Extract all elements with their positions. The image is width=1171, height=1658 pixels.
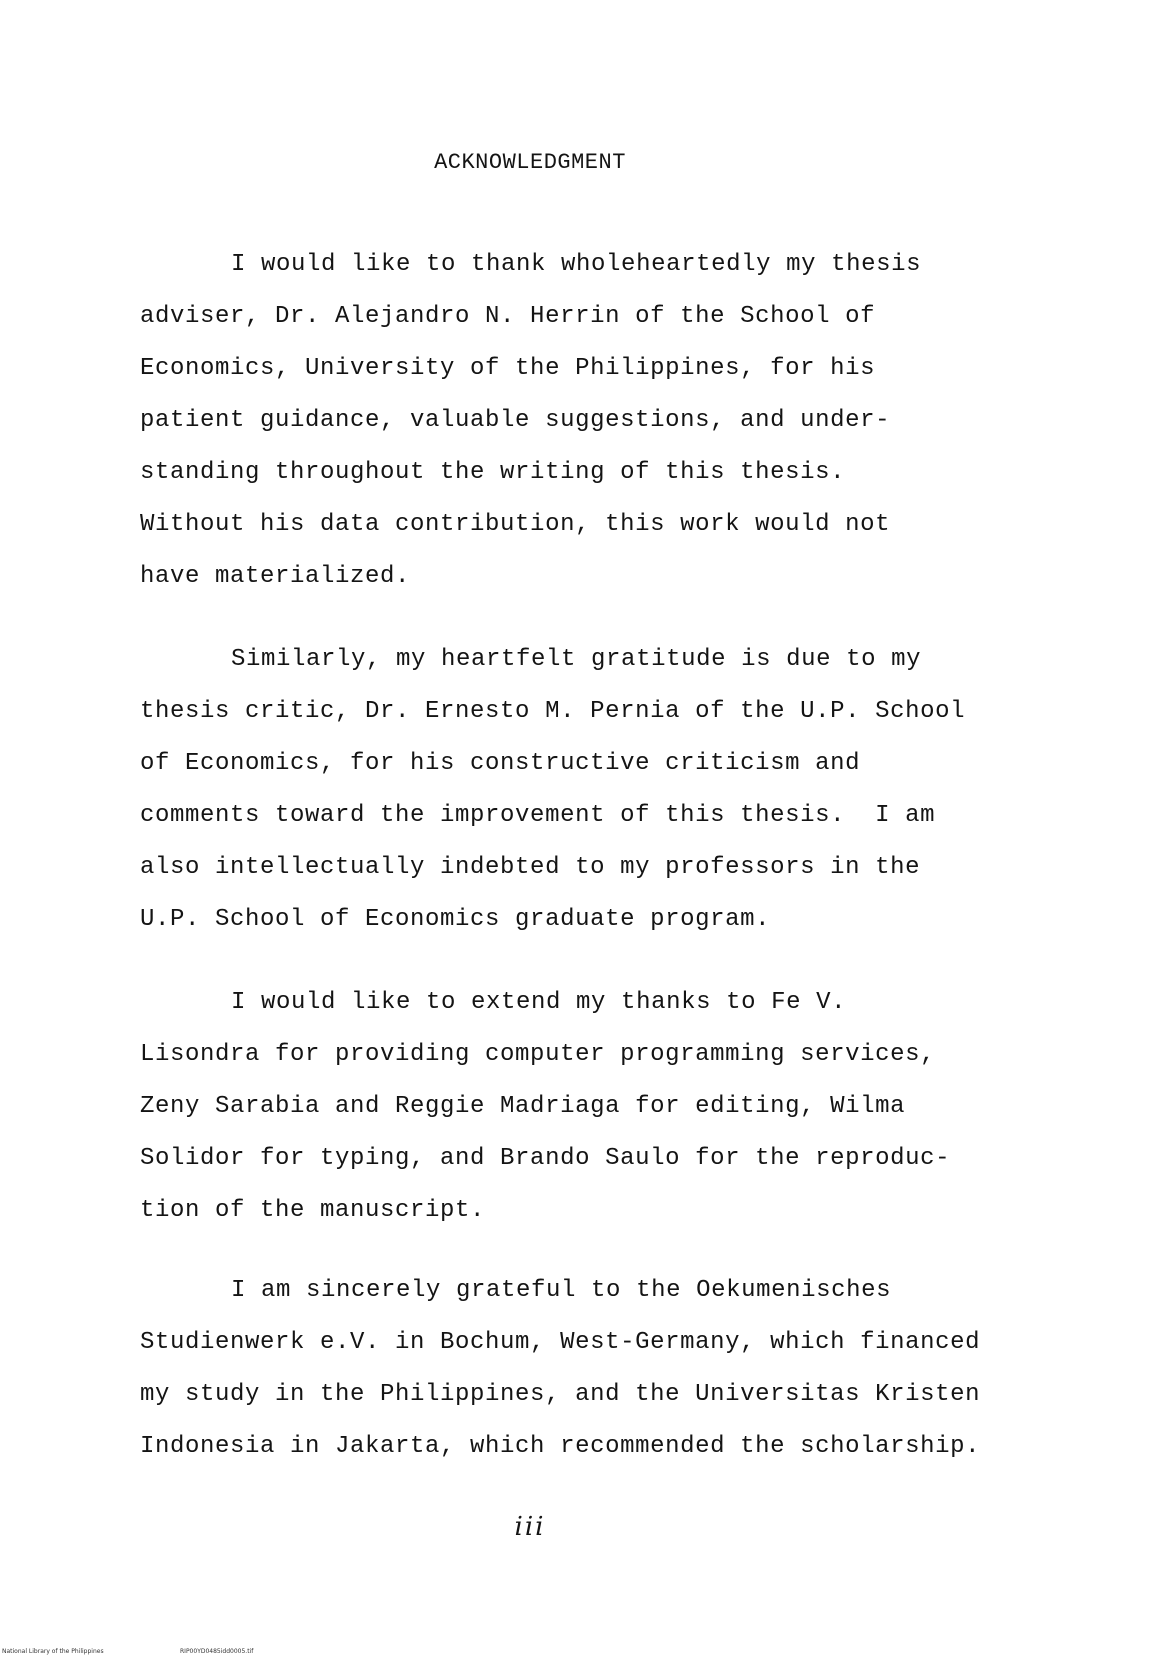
text-line: have materialized. (140, 563, 411, 590)
text-line: Similarly, my heartfelt gratitude is due to my (231, 646, 922, 673)
paragraph-critic (140, 634, 1040, 946)
paragraph-services (140, 977, 1040, 1237)
text-line: I would like to extend my thanks to Fe V. (231, 989, 847, 1016)
text-line: I would like to thank wholeheartedly my thesis (231, 251, 922, 278)
text-line: Lisondra for providing computer programming services, (140, 1041, 936, 1068)
text-line: Studienwerk e.V. in Bochum, West-Germany, which financed (140, 1329, 981, 1356)
text-line: Without his data contribution, this work would not (140, 511, 891, 538)
paragraph-adviser (140, 239, 1040, 603)
text-line: standing throughout the writing of this thesis. (140, 459, 846, 486)
text-line: of Economics, for his constructive criticism and (140, 750, 861, 777)
text-line: my study in the Philippines, and the Universitas Kristen (140, 1381, 981, 1408)
text-line: patient guidance, valuable suggestions, and under- (140, 407, 891, 434)
text-line: U.P. School of Economics graduate program. (140, 906, 771, 933)
page-number: iii (514, 1512, 546, 1542)
text-line: Economics, University of the Philippines, for his (140, 355, 876, 382)
footer-file-id: RIP00YD0485idd0005.tif (180, 1648, 254, 1655)
text-line: tion of the manuscript. (140, 1197, 486, 1224)
text-line: Zeny Sarabia and Reggie Madriaga for editing, Wilma (140, 1093, 906, 1120)
page-title: ACKNOWLEDGMENT (434, 150, 626, 175)
text-line: also intellectually indebted to my professors in the (140, 854, 921, 881)
text-line: I am sincerely grateful to the Oekumenisches (231, 1277, 892, 1304)
text-line: Solidor for typing, and Brando Saulo for the reproduc- (140, 1145, 951, 1172)
paragraph-scholarship (140, 1265, 1040, 1473)
text-line: adviser, Dr. Alejandro N. Herrin of the School of (140, 303, 876, 330)
text-line: comments toward the improvement of this thesis. I am (140, 802, 936, 829)
text-line: Indonesia in Jakarta, which recommended the scholarship. (140, 1433, 981, 1460)
text-line: thesis critic, Dr. Ernesto M. Pernia of the U.P. School (140, 698, 966, 725)
footer-library: National Library of the Philippines (2, 1648, 104, 1655)
